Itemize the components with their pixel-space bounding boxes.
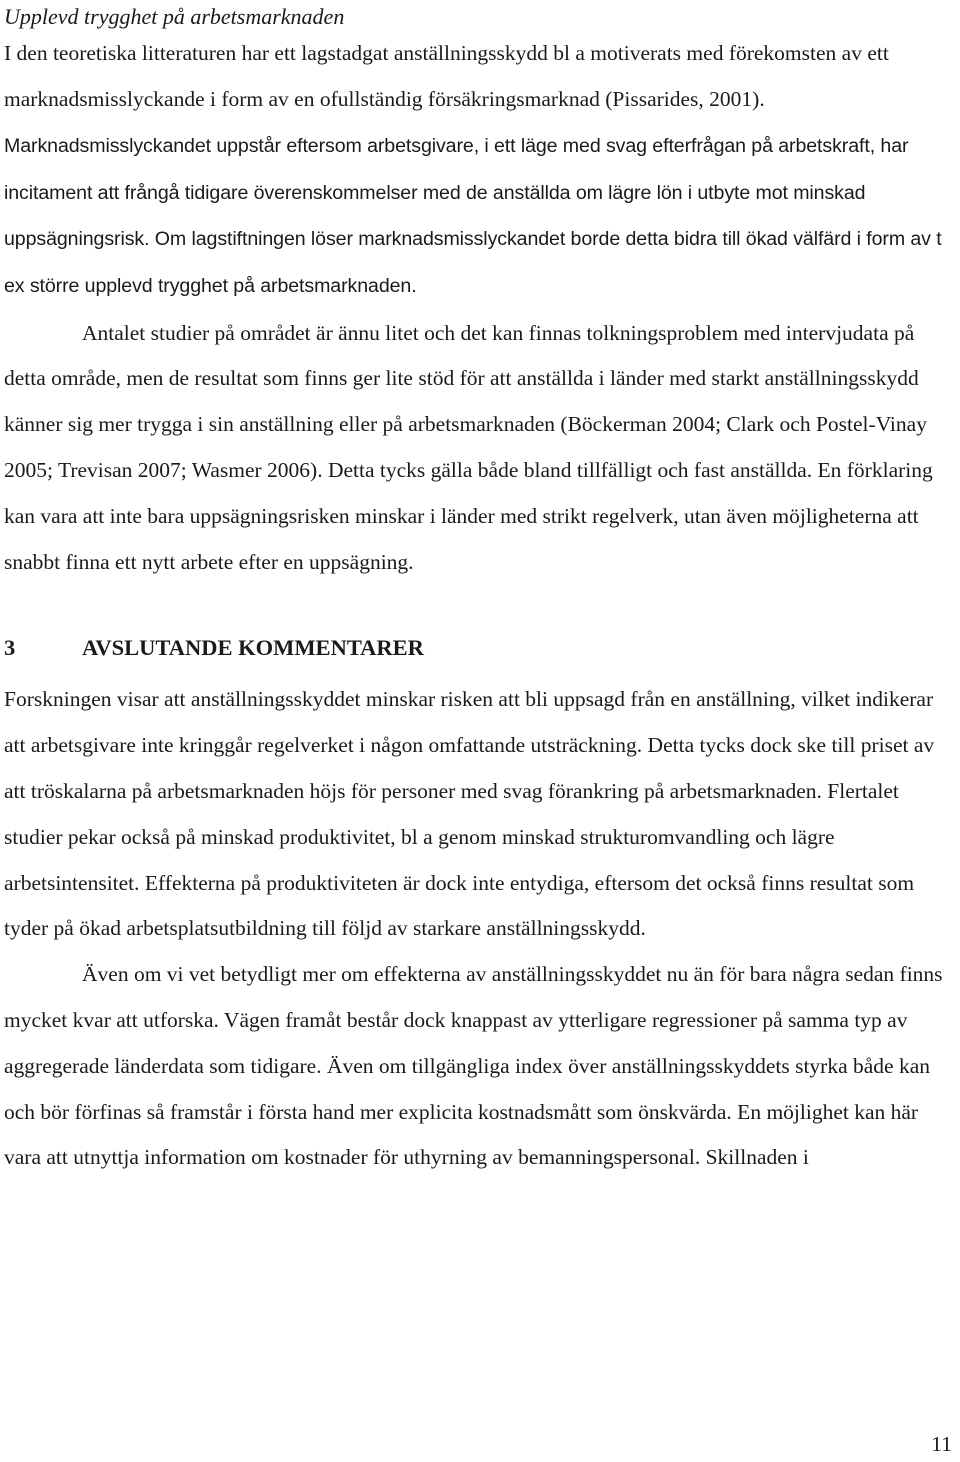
- paragraph-3: Forskningen visar att anställningsskyddet minskar risken att bli uppsagd från en anställning, vilket indikerar att arbetsgivare inte kringgår regelverket i någon omfattande utsträckning. Detta tycks dock ske till priset av att tröskalarna på arbetsmarknaden höjs för personer med svag förankring på arbetsmarknaden. Flertalet studier pekar också på minskad produktivitet, bl a genom minskad strukturomvandling och lägre arbetsintensitet. Effekterna på produktiviteten är dock inte entydiga, eftersom det också finns resultat som tyder på ökad arbetsplatsutbildning till följd av starkare anställningsskydd.: [4, 687, 935, 941]
- document-body: [4, 0, 954, 1181]
- paragraph-4: Även om vi vet betydligt mer om effekterna av anställningsskyddet nu än för bara några sedan finns mycket kvar att utforska. Vägen framåt består dock knappast av ytterligare regressioner på samma typ av aggregerade länderdata som tidigare. Även om tillgängliga index över anställningsskyddets styrka både kan och bör förfinas så framstår i första hand mer explicita kostnadsmått som önskvärda. En möjlighet kan här vara att utnyttja information om kostnader för uthyrning av bemanningspersonal. Skillnaden i: [4, 962, 943, 1170]
- section-heading: [4, 633, 954, 663]
- subheading: Upplevd trygghet på arbetsmarknaden: [4, 4, 345, 29]
- paragraph-1-serif-text: I den teoretiska litteraturen har ett lagstadgat anställningsskydd bl a motiverats med förekomsten av ett marknadsmisslyckande i form av en ofullständig försäkringsmarknad (Pissarides, 2001).: [4, 41, 889, 111]
- section-number: 3: [4, 635, 16, 661]
- page-number: 11: [931, 1432, 952, 1456]
- section-title: AVSLUTANDE KOMMENTARER: [82, 635, 424, 661]
- paragraph-1-sans-text: Marknadsmisslyckandet uppstår eftersom arbetsgivare, i ett läge med svag efterfrågan på arbetskraft, har incitament att frångå tidigare överenskommelser med de anställda om lägre lön i utbyte mot minskad uppsägningsrisk. Om lagstiftningen löser marknadsmisslyckandet borde detta bidra till ökad välfärd i form av t ex större upplevd trygghet på arbetsmarknaden.: [4, 135, 942, 297]
- paragraph-2: Antalet studier på området är ännu litet och det kan finnas tolkningsproblem med intervjudata på detta område, men de resultat som finns ger lite stöd för att anställda i länder med starkt anställningsskydd känner sig mer trygga i sin anställning eller på arbetsmarknaden (Böckerman 2004; Clark och Postel-Vinay 2005; Trevisan 2007; Wasmer 2006). Detta tycks gälla både bland tillfälligt och fast anställda. En förklaring kan vara att inte bara uppsägningsrisken minskar i länder med strikt regelverk, utan även möjligheterna att snabbt finna ett nytt arbete efter en uppsägning.: [4, 320, 933, 574]
- paragraph-1: [4, 31, 954, 310]
